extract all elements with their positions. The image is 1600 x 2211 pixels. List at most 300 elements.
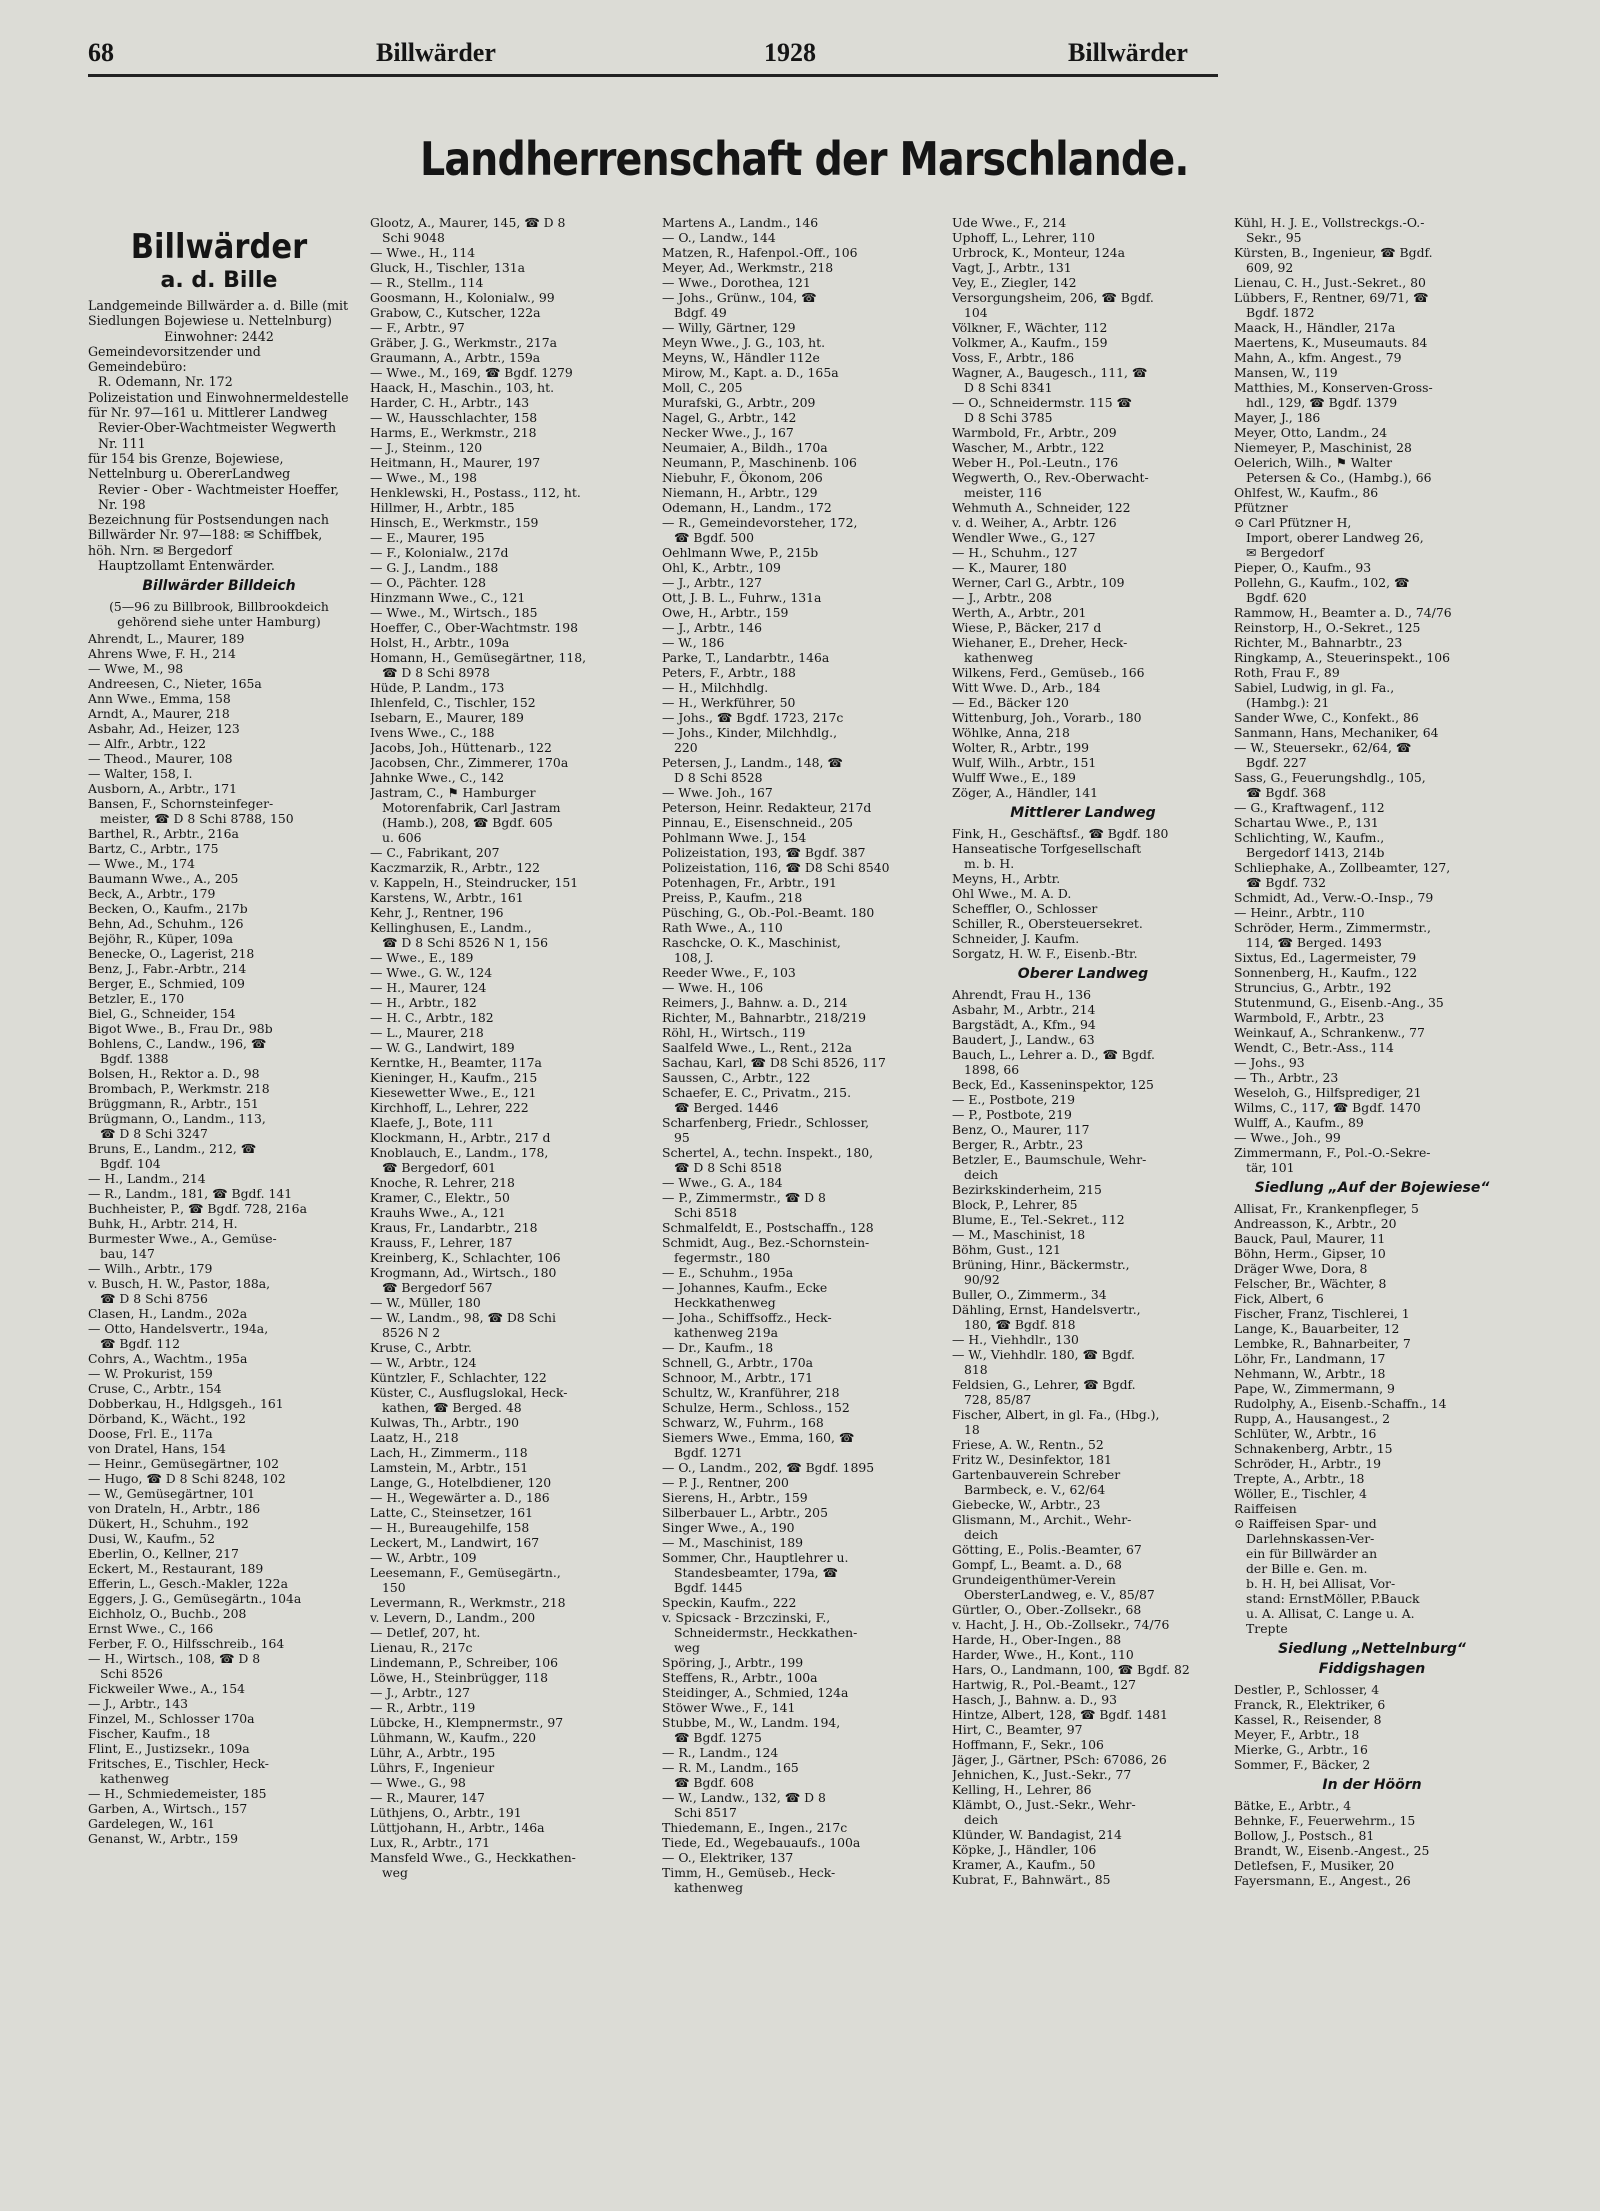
directory-entry: Ernst Wwe., C., 166 — [88, 1621, 214, 1637]
directory-entry: — J., Arbtr., 146 — [662, 620, 762, 635]
directory-entry: Wagner, A., Baugesch., 111, ☎ — [952, 365, 1148, 380]
directory-entry: Harms, E., Werkmstr., 218 — [370, 425, 537, 440]
entry-continuation: 8526 N 2 — [382, 1325, 441, 1340]
directory-entry: — H., Schuhm., 127 — [952, 545, 1078, 560]
directory-entry: Klaefe, J., Bote, 111 — [370, 1115, 494, 1130]
directory-entry: Dähling, Ernst, Handelsvertr., — [952, 1302, 1141, 1317]
column-4 — [952, 215, 1214, 1887]
directory-entry: Maack, H., Händler, 217a — [1234, 320, 1396, 335]
directory-entry: Cruse, C., Arbtr., 154 — [88, 1381, 222, 1397]
directory-entry: Odemann, H., Landm., 172 — [662, 500, 832, 515]
directory-entry: Wehmuth A., Schneider, 122 — [952, 500, 1131, 515]
directory-entry: — Alfr., Arbtr., 122 — [88, 736, 207, 752]
entry-list — [1234, 1201, 1510, 1636]
directory-entry: Kramer, A., Kaufm., 50 — [952, 1857, 1096, 1872]
directory-entry: — L., Maurer, 218 — [370, 1025, 484, 1040]
directory-entry: Siemers Wwe., Emma, 160, ☎ — [662, 1430, 855, 1445]
directory-entry: Böhm, Gust., 121 — [952, 1242, 1061, 1257]
directory-entry: Kreinberg, K., Schlachter, 106 — [370, 1250, 561, 1265]
intro-line: R. Odemann, Nr. 172 — [98, 374, 233, 390]
directory-entry: Hillmer, H., Arbtr., 185 — [370, 500, 515, 515]
directory-entry: Murafski, G., Arbtr., 209 — [662, 395, 816, 410]
directory-entry: Rammow, H., Beamter a. D., 74/76 — [1234, 605, 1452, 620]
directory-entry: Pfützner — [1234, 500, 1288, 515]
directory-entry: — Otto, Handelsvertr., 194a, — [88, 1321, 269, 1337]
directory-entry: Glootz, A., Maurer, 145, ☎ D 8 — [370, 215, 566, 230]
directory-entry: Behn, Ad., Schuhm., 126 — [88, 916, 244, 932]
directory-entry: Biel, G., Schneider, 154 — [88, 1006, 236, 1022]
entry-continuation: 108, J. — [674, 950, 714, 965]
entry-list — [88, 631, 350, 1846]
directory-entry: Brüning, Hinr., Bäckermstr., — [952, 1257, 1130, 1272]
entry-continuation: Bgdf. 1271 — [674, 1445, 743, 1460]
directory-entry: Ihlenfeld, C., Tischler, 152 — [370, 695, 536, 710]
section-heading-mittlerer-landweg: Mittlerer Landweg — [1010, 805, 1156, 821]
directory-entry: v. Kappeln, H., Steindrucker, 151 — [370, 875, 579, 890]
directory-entry: — J., Arbtr., 127 — [370, 1685, 470, 1700]
directory-entry: Hoffmann, F., Sekr., 106 — [952, 1737, 1104, 1752]
directory-entry: Kürsten, B., Ingenieur, ☎ Bgdf. — [1234, 245, 1433, 260]
directory-entry: Wöller, E., Tischler, 4 — [1234, 1486, 1368, 1501]
directory-entry: — E., Maurer, 195 — [370, 530, 485, 545]
directory-entry: — Heinr., Arbtr., 110 — [1234, 905, 1365, 920]
directory-entry: Hinsch, E., Werkmstr., 159 — [370, 515, 539, 530]
entry-continuation: ☎ Bergedorf, 601 — [382, 1160, 496, 1175]
directory-entry: Baudert, J., Landw., 63 — [952, 1032, 1095, 1047]
entry-continuation: D 8 Schi 8528 — [674, 770, 763, 785]
directory-entry: Feldsien, G., Lehrer, ☎ Bgdf. — [952, 1377, 1136, 1392]
directory-entry: — Wwe., M., 169, ☎ Bgdf. 1279 — [370, 365, 573, 380]
directory-entry: Bigot Wwe., B., Frau Dr., 98b — [88, 1021, 273, 1037]
directory-entry: Vey, E., Ziegler, 142 — [952, 275, 1077, 290]
directory-entry: Schaefer, E. C., Privatm., 215. — [662, 1085, 852, 1100]
directory-entry: — Wwe, M., 98 — [88, 661, 184, 677]
directory-entry: Matthies, M., Konserven-Gross- — [1234, 380, 1433, 395]
directory-entry: Niemeyer, P., Maschinist, 28 — [1234, 440, 1412, 455]
directory-entry: Lux, R., Arbtr., 171 — [370, 1835, 491, 1850]
entry-continuation: Schi 9048 — [382, 230, 445, 245]
directory-entry: — Johs., ☎ Bgdf. 1723, 217c — [662, 710, 844, 725]
directory-entry: — Wwe., Joh., 99 — [1234, 1130, 1341, 1145]
directory-entry: Kellinghusen, E., Landm., — [370, 920, 532, 935]
directory-entry: v. Spicsack - Brzczinski, F., — [662, 1610, 831, 1625]
directory-entry: Baumann Wwe., A., 205 — [88, 871, 239, 887]
directory-entry: Fischer, Franz, Tischlerei, 1 — [1234, 1306, 1410, 1321]
directory-entry: Felscher, Br., Wächter, 8 — [1234, 1276, 1387, 1291]
directory-entry: Laatz, H., 218 — [370, 1430, 459, 1445]
directory-entry: — M., Maschinist, 189 — [662, 1535, 803, 1550]
directory-entry: Hirt, C., Beamter, 97 — [952, 1722, 1083, 1737]
directory-entry: Sommer, Chr., Hauptlehrer u. — [662, 1550, 849, 1565]
directory-entry: Homann, H., Gemüsegärtner, 118, — [370, 650, 587, 665]
directory-entry: Stutenmund, G., Eisenb.-Ang., 35 — [1234, 995, 1444, 1010]
directory-entry: Blume, E., Tel.-Sekret., 112 — [952, 1212, 1125, 1227]
directory-entry: Kieninger, H., Kaufm., 215 — [370, 1070, 538, 1085]
directory-entry: Uphoff, L., Lehrer, 110 — [952, 230, 1095, 245]
directory-entry: — F., Kolonialw., 217d — [370, 545, 509, 560]
entry-continuation: D 8 Schi 3785 — [964, 410, 1053, 425]
directory-entry: Friese, A. W., Rentn., 52 — [952, 1437, 1104, 1452]
directory-entry: Weseloh, G., Hilfsprediger, 21 — [1234, 1085, 1422, 1100]
directory-entry: — Ed., Bäcker 120 — [952, 695, 1069, 710]
directory-entry: — H., Schmiedemeister, 185 — [88, 1786, 267, 1802]
directory-entry: — Wwe., Dorothea, 121 — [662, 275, 811, 290]
directory-entry: Brombach, P., Werkmstr. 218 — [88, 1081, 270, 1097]
directory-entry: — F., Arbtr., 97 — [370, 320, 465, 335]
directory-entry: ⊙ Carl Pfützner H, — [1234, 515, 1352, 530]
directory-entry: Berger, R., Arbtr., 23 — [952, 1137, 1084, 1152]
directory-entry: Gartenbauverein Schreber — [952, 1467, 1121, 1482]
directory-entry: Wilkens, Ferd., Gemüseb., 166 — [952, 665, 1145, 680]
directory-entry: Silberbauer L., Arbtr., 205 — [662, 1505, 828, 1520]
directory-entry: Karstens, W., Arbtr., 161 — [370, 890, 524, 905]
directory-entry: Wendt, C., Betr.-Ass., 114 — [1234, 1040, 1394, 1055]
directory-entry: Kraus, Fr., Landarbtr., 218 — [370, 1220, 538, 1235]
directory-entry: Jacobsen, Chr., Zimmerer, 170a — [370, 755, 569, 770]
directory-entry: Block, P., Lehrer, 85 — [952, 1197, 1078, 1212]
directory-entry: Preiss, P., Kaufm., 218 — [662, 890, 803, 905]
entry-continuation: Bgdf. 1872 — [1246, 305, 1315, 320]
directory-entry: Volkmer, A., Kaufm., 159 — [952, 335, 1108, 350]
directory-entry: — O., Landw., 144 — [662, 230, 776, 245]
directory-entry: Eberlin, O., Kellner, 217 — [88, 1546, 239, 1562]
directory-entry: Schnakenberg, Arbtr., 15 — [1234, 1441, 1393, 1456]
directory-entry: Betzler, E., 170 — [88, 991, 185, 1007]
directory-entry: Thiedemann, E., Ingen., 217c — [662, 1820, 848, 1835]
directory-entry: — E., Schuhm., 195a — [662, 1265, 794, 1280]
directory-entry: Sorgatz, H. W. F., Eisenb.-Btr. — [952, 946, 1138, 961]
directory-entry: — H., Bureaugehilfe, 158 — [370, 1520, 530, 1535]
directory-entry: — Wwe., G. A., 184 — [662, 1175, 783, 1190]
directory-entry: Hasch, J., Bahnw. a. D., 93 — [952, 1692, 1117, 1707]
directory-entry: Moll, C., 205 — [662, 380, 743, 395]
entry-continuation: kathen, ☎ Berged. 48 — [382, 1400, 522, 1415]
directory-entry: Wolter, R., Arbtr., 199 — [952, 740, 1090, 755]
directory-entry: Versorgungsheim, 206, ☎ Bgdf. — [952, 290, 1154, 305]
directory-entry: Bolsen, H., Rektor a. D., 98 — [88, 1066, 260, 1082]
directory-entry: Parke, T., Landarbtr., 146a — [662, 650, 830, 665]
directory-entry: — H., Landm., 214 — [88, 1171, 206, 1187]
entry-continuation: (Hambg.): 21 — [1246, 695, 1330, 710]
entry-continuation: 609, 92 — [1246, 260, 1294, 275]
directory-entry: — H., Wegewärter a. D., 186 — [370, 1490, 550, 1505]
directory-entry: — G., Kraftwagenf., 112 — [1234, 800, 1385, 815]
directory-entry: Voss, F., Arbtr., 186 — [952, 350, 1075, 365]
entry-continuation: m. b. H. — [964, 856, 1015, 871]
directory-entry: Lühr, A., Arbtr., 195 — [370, 1745, 496, 1760]
directory-entry: Ude Wwe., F., 214 — [952, 215, 1067, 230]
entry-continuation: hdl., 129, ☎ Bgdf. 1379 — [1246, 395, 1398, 410]
directory-entry: Beck, Ed., Kasseninspektor, 125 — [952, 1077, 1154, 1092]
directory-entry: Wiese, P., Bäcker, 217 d — [952, 620, 1102, 635]
directory-entry: Schlichting, W., Kaufm., — [1234, 830, 1385, 845]
entry-continuation: 90/92 — [964, 1272, 1000, 1287]
directory-entry: Vagt, J., Arbtr., 131 — [952, 260, 1072, 275]
directory-entry: Sachau, Karl, ☎ D8 Schi 8526, 117 — [662, 1055, 886, 1070]
directory-entry: Bruns, E., Landm., 212, ☎ — [88, 1141, 257, 1157]
directory-entry: Pieper, O., Kaufm., 93 — [1234, 560, 1372, 575]
directory-entry: Kramer, C., Elektr., 50 — [370, 1190, 510, 1205]
directory-entry: Dusi, W., Kaufm., 52 — [88, 1531, 216, 1547]
entry-continuation: 818 — [964, 1362, 988, 1377]
directory-entry: v. Hacht, J. H., Ob.-Zollsekr., 74/76 — [952, 1617, 1170, 1632]
intro-line: Revier - Ober - Wachtmeister Hoeffer, Nr. 198 — [98, 481, 339, 512]
entry-continuation: kathenweg — [674, 1880, 744, 1895]
directory-entry: — Wwe. H., 106 — [662, 980, 764, 995]
directory-entry: Mayer, J., 186 — [1234, 410, 1321, 425]
directory-entry: Lange, K., Bauarbeiter, 12 — [1234, 1321, 1400, 1336]
entry-continuation: tär, 101 — [1246, 1160, 1295, 1175]
directory-entry: Reimers, J., Bahnw. a. D., 214 — [662, 995, 848, 1010]
directory-entry: Schnoor, M., Arbtr., 171 — [662, 1370, 814, 1385]
section-heading-oberer-landweg: Oberer Landweg — [1017, 966, 1149, 982]
column-1 — [88, 228, 350, 1846]
directory-entry: — R., Landm., 181, ☎ Bgdf. 141 — [88, 1186, 293, 1202]
directory-entry: — Wwe., M., Wirtsch., 185 — [370, 605, 538, 620]
directory-entry: — W., Hausschlachter, 158 — [370, 410, 538, 425]
directory-entry: Brüggmann, R., Arbtr., 151 — [88, 1096, 259, 1112]
directory-entry: Roth, Frau F., 89 — [1234, 665, 1340, 680]
directory-entry: Wilms, C., 117, ☎ Bgdf. 1470 — [1234, 1100, 1421, 1115]
directory-entry: — R., Stellm., 114 — [370, 275, 484, 290]
directory-entry: Sander Wwe, C., Konfekt., 86 — [1234, 710, 1419, 725]
directory-entry: Lange, G., Hotelbdiener, 120 — [370, 1475, 552, 1490]
directory-entry: Fischer, Kaufm., 18 — [88, 1726, 211, 1742]
directory-entry: Nehmann, W., Arbtr., 18 — [1234, 1366, 1386, 1381]
entry-continuation: 95 — [674, 1130, 690, 1145]
directory-entry: Andreasson, K., Arbtr., 20 — [1234, 1216, 1397, 1231]
directory-entry: Jacobs, Joh., Hüttenarb., 122 — [370, 740, 552, 755]
directory-entry: — J., Steinm., 120 — [370, 440, 483, 455]
directory-entry: Jahnke Wwe., C., 142 — [370, 770, 505, 785]
entry-continuation: 180, ☎ Bgdf. 818 — [964, 1317, 1076, 1332]
directory-entry: Goosmann, H., Kolonialw., 99 — [370, 290, 555, 305]
directory-entry: Saussen, C., Arbtr., 122 — [662, 1070, 811, 1085]
directory-entry: Garben, A., Wirtsch., 157 — [88, 1801, 248, 1817]
directory-entry: Holst, H., Arbtr., 109a — [370, 635, 510, 650]
directory-entry: Tiede, Ed., Wegebauaufs., 100a — [662, 1835, 861, 1850]
column-5 — [1234, 215, 1510, 1888]
entry-list — [370, 215, 642, 1880]
directory-entry: Clasen, H., Landm., 202a — [88, 1306, 248, 1322]
section-heading-nettelnburg: Siedlung „Nettelnburg“ Fiddigshagen — [1278, 1641, 1466, 1677]
directory-entry: Bansen, F., Schornsteinfeger- — [88, 796, 274, 812]
directory-entry: Schwarz, W., Fuhrm., 168 — [662, 1415, 824, 1430]
directory-entry: Haack, H., Maschin., 103, ht. — [370, 380, 555, 395]
directory-entry: Harde, H., Ober-Ingen., 88 — [952, 1632, 1122, 1647]
directory-entry: Reinstorp, H., O.-Sekret., 125 — [1234, 620, 1421, 635]
directory-entry: Efferin, L., Gesch.-Makler, 122a — [88, 1576, 288, 1592]
directory-entry: Köpke, J., Händler, 106 — [952, 1842, 1097, 1857]
directory-entry: Ohl Wwe., M. A. D. — [952, 886, 1072, 901]
entry-continuation: Bgdf. 1445 — [674, 1580, 743, 1595]
entry-continuation: u. 606 — [382, 830, 422, 845]
directory-entry: — W. Prokurist, 159 — [88, 1366, 213, 1382]
entry-continuation: Schi 8518 — [674, 1205, 737, 1220]
directory-entry: Jehnichen, K., Just.-Sekr., 77 — [952, 1767, 1132, 1782]
directory-entry: Wittenburg, Joh., Vorarb., 180 — [952, 710, 1142, 725]
directory-entry: — H., Werkführer, 50 — [662, 695, 796, 710]
section-title: Billwärder — [130, 227, 308, 267]
entry-continuation: kathenweg 219a — [674, 1325, 779, 1340]
directory-entry: Hintze, Albert, 128, ☎ Bgdf. 1481 — [952, 1707, 1168, 1722]
intro-line: für 154 bis Grenze, Bojewiese, Nettelnburg u. ObererLandweg — [88, 450, 291, 482]
directory-entry: Barthel, R., Arbtr., 216a — [88, 826, 239, 842]
directory-entry: — Joha., Schiffsoffz., Heck- — [662, 1310, 832, 1325]
directory-entry: Bätke, E., Arbtr., 4 — [1234, 1798, 1352, 1813]
directory-entry: Giebecke, W., Arbtr., 23 — [952, 1497, 1101, 1512]
directory-entry: Warmbold, Fr., Arbtr., 209 — [952, 425, 1117, 440]
directory-entry: von Dratel, Hans, 154 — [88, 1441, 226, 1457]
directory-entry: Ringkamp, A., Steuerinspekt., 106 — [1234, 650, 1450, 665]
directory-entry: Klämbt, O., Just.-Sekr., Wehr- — [952, 1797, 1136, 1812]
entry-continuation: Schneidermstr., Heckkathen- — [674, 1625, 858, 1640]
header-rule — [88, 74, 1218, 77]
directory-entry: Neumann, P., Maschinenb. 106 — [662, 455, 857, 470]
entry-continuation: stand: ErnstMöller, P.Bauck — [1246, 1591, 1420, 1606]
page-title: Landherrenschaft der Marschlande. — [420, 132, 1189, 186]
directory-entry: Krauhs Wwe., A., 121 — [370, 1205, 506, 1220]
entry-continuation: ☎ Bergedorf 567 — [382, 1280, 493, 1295]
directory-entry: — Wwe. Joh., 167 — [662, 785, 773, 800]
directory-entry: Dükert, H., Schuhm., 192 — [88, 1516, 249, 1532]
directory-entry: Schlüter, W., Arbtr., 16 — [1234, 1426, 1377, 1441]
entry-continuation: D 8 Schi 8341 — [964, 380, 1053, 395]
directory-entry: Harder, C. H., Arbtr., 143 — [370, 395, 530, 410]
entry-continuation: ☎ Berged. 1446 — [674, 1100, 779, 1115]
directory-entry: Schiller, R., Obersteuersekret. — [952, 916, 1143, 931]
directory-entry: Pinnau, E., Eisenschneid., 205 — [662, 815, 853, 830]
directory-entry: Schulze, Herm., Schloss., 152 — [662, 1400, 850, 1415]
directory-entry: Peterson, Heinr. Redakteur, 217d — [662, 800, 872, 815]
entry-continuation: b. H. H, bei Allisat, Vor- — [1246, 1576, 1396, 1591]
directory-entry: Püsching, G., Ob.-Pol.-Beamt. 180 — [662, 905, 875, 920]
directory-entry: Oehlmann Wwe, P., 215b — [662, 545, 819, 560]
entry-list — [662, 215, 924, 1895]
directory-entry: — Johs., Kinder, Milchhdlg., — [662, 725, 838, 740]
entry-continuation: deich — [964, 1167, 999, 1182]
directory-entry: Asbahr, Ad., Heizer, 123 — [88, 721, 240, 737]
entry-continuation: Heckkathenweg — [674, 1295, 776, 1310]
directory-entry: Leckert, M., Landwirt, 167 — [370, 1535, 540, 1550]
directory-entry: Buller, O., Zimmerm., 34 — [952, 1287, 1107, 1302]
intro-line: Polizeistation und Einwohnermeldestelle für Nr. 97—161 u. Mittlerer Landweg — [88, 389, 349, 421]
section-heading-hoeoern: In der Höörn — [1322, 1777, 1422, 1793]
directory-entry: — K., Maurer, 180 — [952, 560, 1067, 575]
directory-entry: Pape, W., Zimmermann, 9 — [1234, 1381, 1395, 1396]
directory-entry: Jäger, J., Gärtner, PSch: 67086, 26 — [952, 1752, 1167, 1767]
directory-entry: Petersen, J., Landm., 148, ☎ — [662, 755, 843, 770]
entry-continuation: ein für Billwärder an — [1246, 1546, 1378, 1561]
directory-entry: Schmidt, Aug., Bez.-Schornstein- — [662, 1235, 870, 1250]
header-left: Billwärder — [376, 38, 496, 67]
directory-entry: Jastram, C., ⚑ Hamburger — [370, 785, 536, 800]
directory-entry: Necker Wwe., J., 167 — [662, 425, 794, 440]
entry-list — [952, 215, 1214, 800]
directory-entry: Detlefsen, F., Musiker, 20 — [1234, 1858, 1395, 1873]
entry-continuation: ☎ D 8 Schi 8518 — [674, 1160, 782, 1175]
intro-block — [88, 298, 350, 573]
directory-entry: Werth, A., Arbtr., 201 — [952, 605, 1087, 620]
directory-entry: Böhn, Herm., Gipser, 10 — [1234, 1246, 1386, 1261]
directory-entry: — Wwe., M., 174 — [88, 856, 195, 872]
directory-entry: Kehr, J., Rentner, 196 — [370, 905, 504, 920]
directory-entry: von Drateln, H., Arbtr., 186 — [88, 1501, 261, 1517]
directory-entry: — Wilh., Arbtr., 179 — [88, 1261, 213, 1277]
directory-entry: Fritz W., Desinfektor, 181 — [952, 1452, 1112, 1467]
directory-entry: Kühl, H. J. E., Vollstreckgs.-O.- — [1234, 215, 1425, 230]
directory-entry: Lindemann, P., Schreiber, 106 — [370, 1655, 559, 1670]
entry-continuation: 150 — [382, 1580, 406, 1595]
directory-entry: Trepte, A., Arbtr., 18 — [1234, 1471, 1365, 1486]
entry-continuation: fegermstr., 180 — [674, 1250, 771, 1265]
directory-entry: Lührs, F., Ingenieur — [370, 1760, 495, 1775]
directory-entry: — W. G., Landwirt, 189 — [370, 1040, 515, 1055]
directory-entry: Schmalfeldt, E., Postschaffn., 128 — [662, 1220, 874, 1235]
entry-continuation: 1898, 66 — [964, 1062, 1020, 1077]
directory-entry: Meyer, F., Arbtr., 18 — [1234, 1727, 1360, 1742]
directory-entry: — Heinr., Gemüsegärtner, 102 — [88, 1456, 280, 1472]
directory-entry: Maertens, K., Museumauts. 84 — [1234, 335, 1428, 350]
directory-entry: Sommer, F., Bäcker, 2 — [1234, 1757, 1371, 1772]
directory-entry: Benz, J., Fabr.-Arbtr., 214 — [88, 961, 247, 977]
directory-entry: — W., Müller, 180 — [370, 1295, 481, 1310]
directory-entry: Fink, H., Geschäftsf., ☎ Bgdf. 180 — [952, 826, 1169, 841]
directory-entry: Berger, E., Schmied, 109 — [88, 976, 245, 992]
directory-entry: Wiehaner, E., Dreher, Heck- — [952, 635, 1128, 650]
directory-entry: Lienau, R., 217c — [370, 1640, 473, 1655]
entry-continuation: ☎ Bgdf. 368 — [1246, 785, 1327, 800]
directory-entry: Mansfeld Wwe., G., Heckkathen- — [370, 1850, 576, 1865]
directory-entry: Wegwerth, O., Rev.-Oberwacht- — [952, 470, 1149, 485]
entry-continuation: Petersen & Co., (Hambg.), 66 — [1246, 470, 1432, 485]
directory-entry: Raiffeisen — [1234, 1501, 1297, 1516]
entry-continuation: ☎ Bgdf. 1275 — [674, 1730, 762, 1745]
directory-entry: Scheffler, O., Schlosser — [952, 901, 1098, 916]
directory-entry: — Wwe., G., 98 — [370, 1775, 466, 1790]
directory-entry: Stubbe, M., W., Landm. 194, — [662, 1715, 841, 1730]
directory-entry: Ohlfest, W., Kaufm., 86 — [1234, 485, 1379, 500]
directory-entry: Eichholz, O., Buchb., 208 — [88, 1606, 247, 1622]
directory-entry: Zimmermann, F., Pol.-O.-Sekre- — [1234, 1145, 1431, 1160]
intro-line: Bezeichnung für Postsendungen nach Billwärder Nr. 97—188: ✉ Schiffbek, höh. Nrn. ✉ Bergedorf — [88, 512, 329, 558]
directory-entry: Kassel, R., Reisender, 8 — [1234, 1712, 1382, 1727]
directory-entry: — Johs., 93 — [1234, 1055, 1305, 1070]
directory-entry: Fick, Albert, 6 — [1234, 1291, 1324, 1306]
directory-entry: Becken, O., Kaufm., 217b — [88, 901, 248, 917]
intro-line: Einwohner: 2442 — [164, 328, 274, 344]
directory-entry: Henklewski, H., Postass., 112, ht. — [370, 485, 581, 500]
entry-continuation: weg — [382, 1865, 408, 1880]
directory-entry: Grundeigenthümer-Verein — [952, 1572, 1116, 1587]
directory-entry: Kelling, H., Lehrer, 86 — [952, 1782, 1092, 1797]
entry-continuation: Standesbeamter, 179a, ☎ — [674, 1565, 838, 1580]
directory-entry: — Th., Arbtr., 23 — [1234, 1070, 1339, 1085]
directory-entry: Pollehn, G., Kaufm., 102, ☎ — [1234, 575, 1410, 590]
directory-entry: Lühmann, W., Kaufm., 220 — [370, 1730, 536, 1745]
directory-entry: — J., Arbtr., 127 — [662, 575, 762, 590]
directory-entry: — R., Gemeindevorsteher, 172, — [662, 515, 858, 530]
directory-entry: Mierke, G., Arbtr., 16 — [1234, 1742, 1368, 1757]
directory-entry: — P., Zimmermstr., ☎ D 8 — [662, 1190, 826, 1205]
directory-entry: Benz, O., Maurer, 117 — [952, 1122, 1090, 1137]
directory-entry: — M., Maschinist, 18 — [952, 1227, 1086, 1242]
directory-entry: — W., Steuersekr., 62/64, ☎ — [1234, 740, 1412, 755]
directory-entry: Glismann, M., Archit., Wehr- — [952, 1512, 1132, 1527]
entry-continuation: u. A. Allisat, C. Lange u. A. — [1246, 1606, 1415, 1621]
directory-entry: Flint, E., Justizsekr., 109a — [88, 1741, 250, 1757]
entry-continuation: Bgdf. 227 — [1246, 755, 1307, 770]
